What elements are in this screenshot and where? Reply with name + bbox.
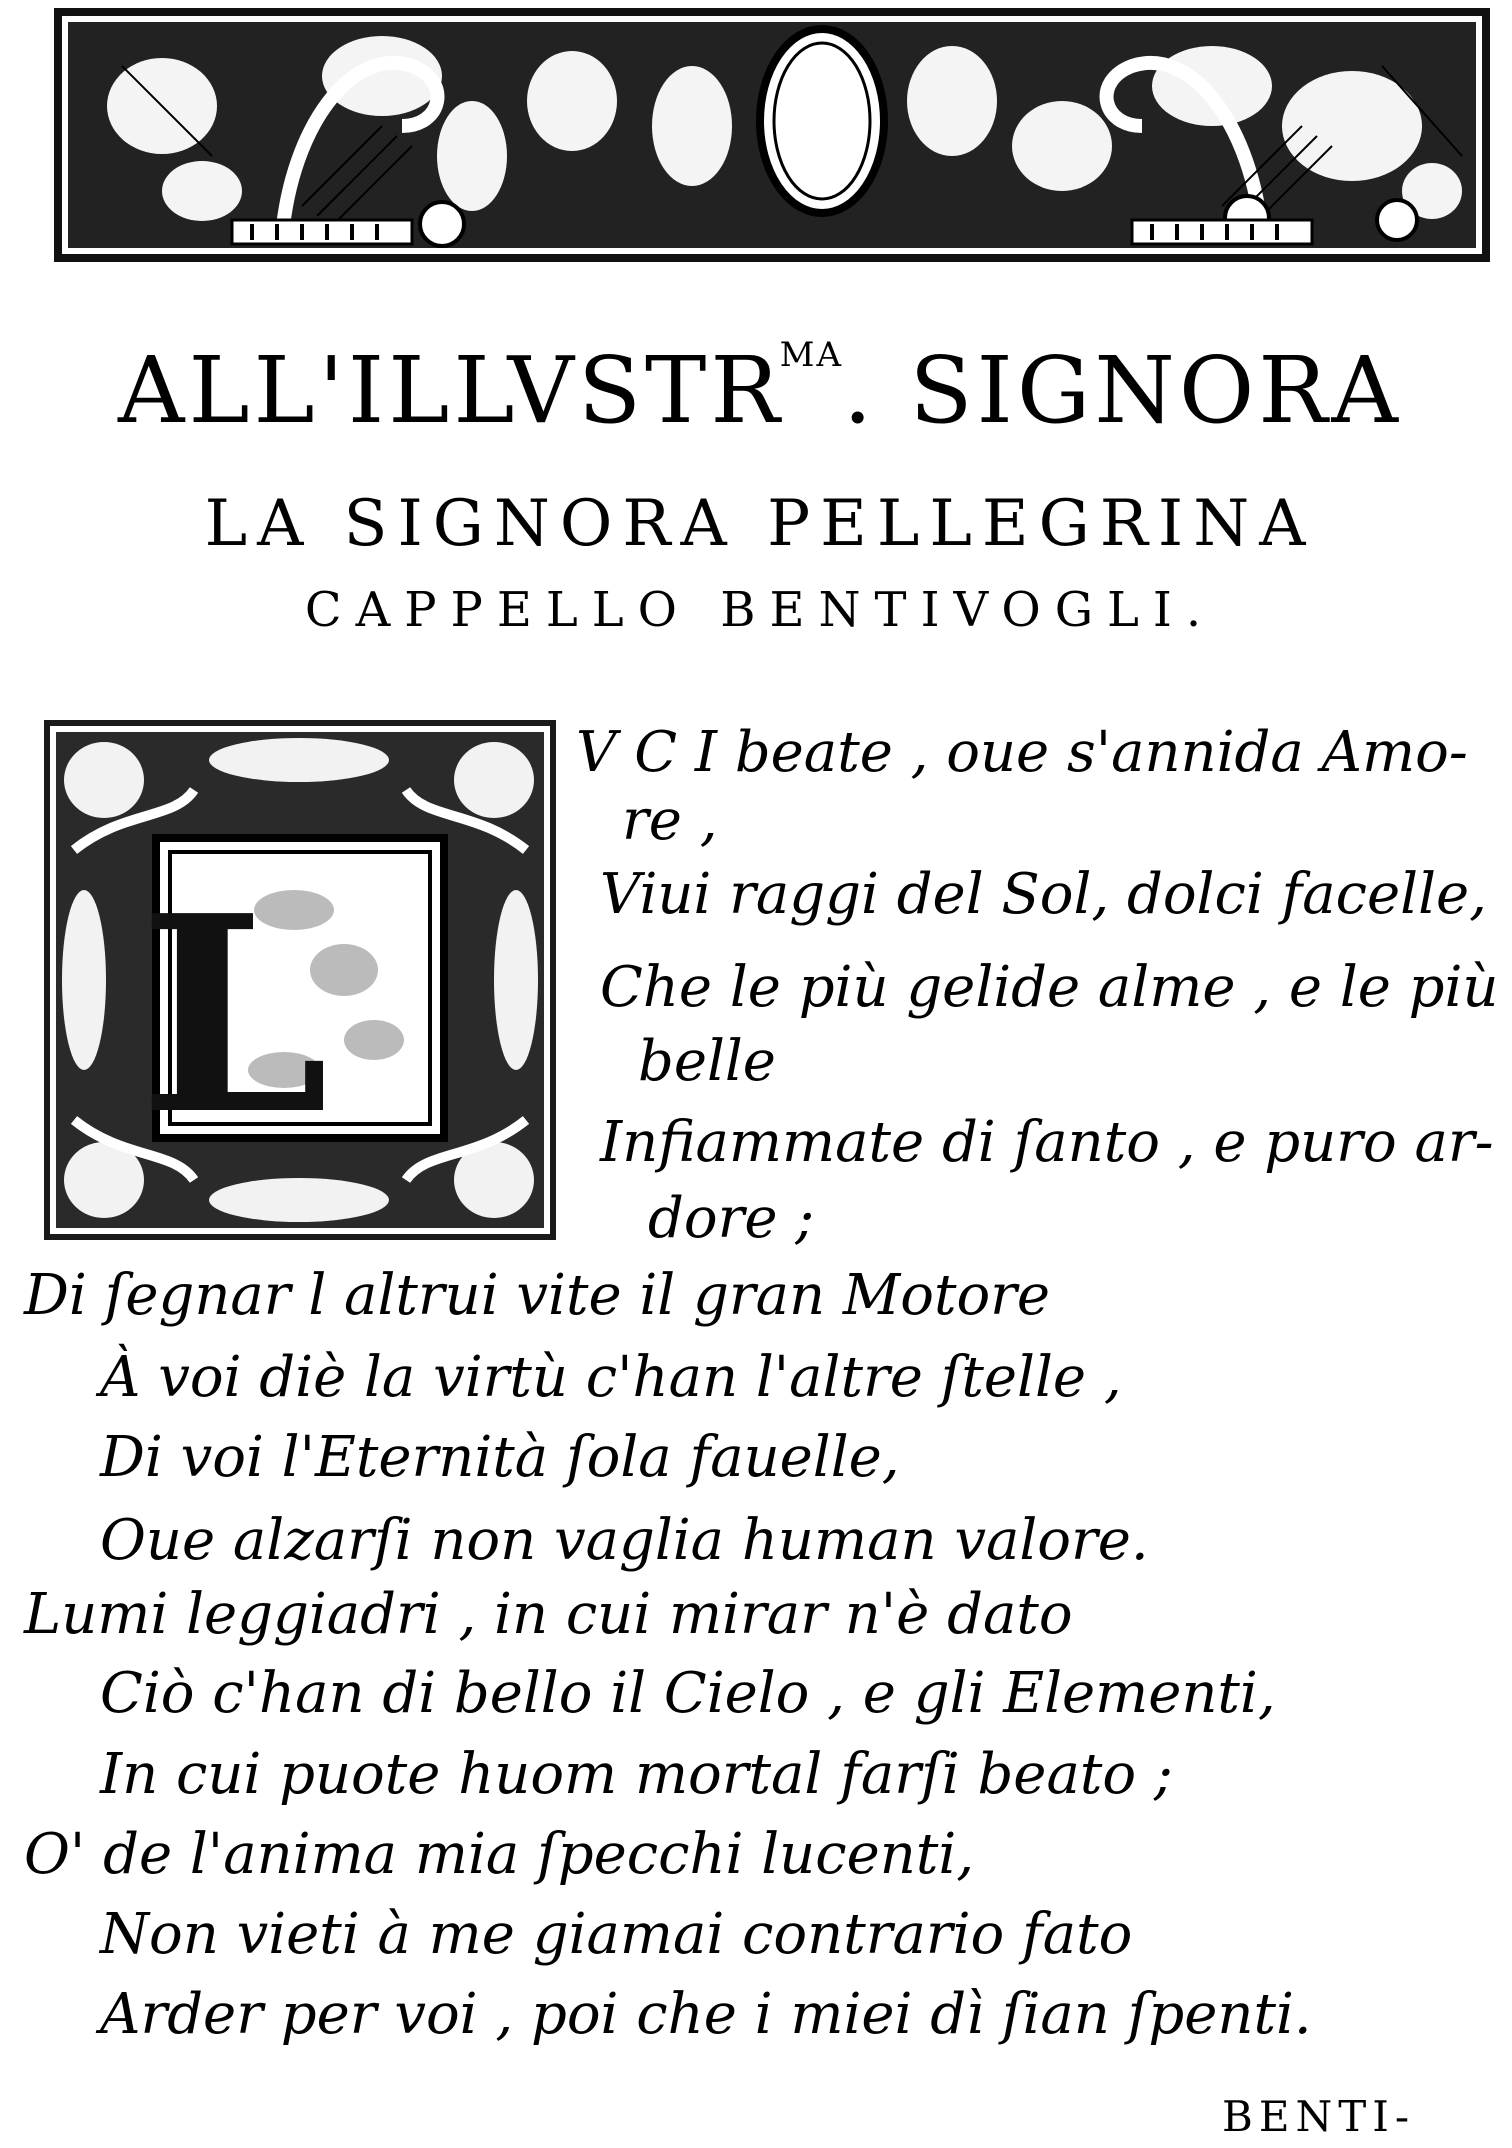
catchword: BENTI- <box>1222 2092 1416 2141</box>
title-line-2: LA SIGNORA PELLEGRINA <box>204 487 1316 561</box>
initial-letter-glyph: L <box>139 856 329 1174</box>
title-line-1 <box>30 335 1490 444</box>
verse-line: In cui puote huom mortal farſi beato ; <box>100 1742 1173 1807</box>
verse-line: Lumi leggiadri , in cui mirar n'è dato <box>24 1582 1073 1647</box>
verse-line: Ciò c'han di bello il Cielo , e gli Elementi, <box>100 1661 1276 1726</box>
woodcut-headpiece <box>52 6 1492 264</box>
verse-line: V C I beate , oue s'annida Amo- <box>576 720 1468 785</box>
title-line-3: CAPPELLO BENTIVOGLI. <box>304 582 1216 638</box>
verse-line: Arder per voi , poi che i miei dì ſian ſpenti. <box>100 1982 1312 2047</box>
verse-line: Viui raggi del Sol, dolci facelle, <box>600 862 1487 927</box>
title-superscript: MA <box>779 335 844 375</box>
verse-line: Non vieti à me giamai contrario fato <box>100 1902 1133 1967</box>
verse-line: Infiammate di ſanto , e puro ar- <box>600 1110 1494 1175</box>
initial-ornament-icon <box>44 720 556 1240</box>
title-line-1-end: . SIGNORA <box>843 337 1402 444</box>
verse-line: re , <box>622 788 718 853</box>
verse-line: dore ; <box>648 1186 815 1251</box>
verse-line: Che le più gelide alme , e le più <box>600 955 1499 1020</box>
verse-line: Di voi l'Eternità ſola fauelle, <box>100 1425 900 1490</box>
decorated-initial <box>44 720 556 1240</box>
headpiece-ornament-icon <box>52 6 1492 264</box>
verse-line: Di ſegnar l altrui vite il gran Motore <box>24 1263 1051 1328</box>
verse-line: belle <box>638 1029 776 1094</box>
title-line-1-main: ALL'ILLVSTR <box>118 337 784 444</box>
verse-line: Oue alzarſi non vaglia human valore. <box>100 1508 1149 1573</box>
verse-line: À voi diè la virtù c'han l'altre ſtelle , <box>100 1345 1122 1410</box>
verse-line: O' de l'anima mia ſpecchi lucenti, <box>24 1822 975 1887</box>
